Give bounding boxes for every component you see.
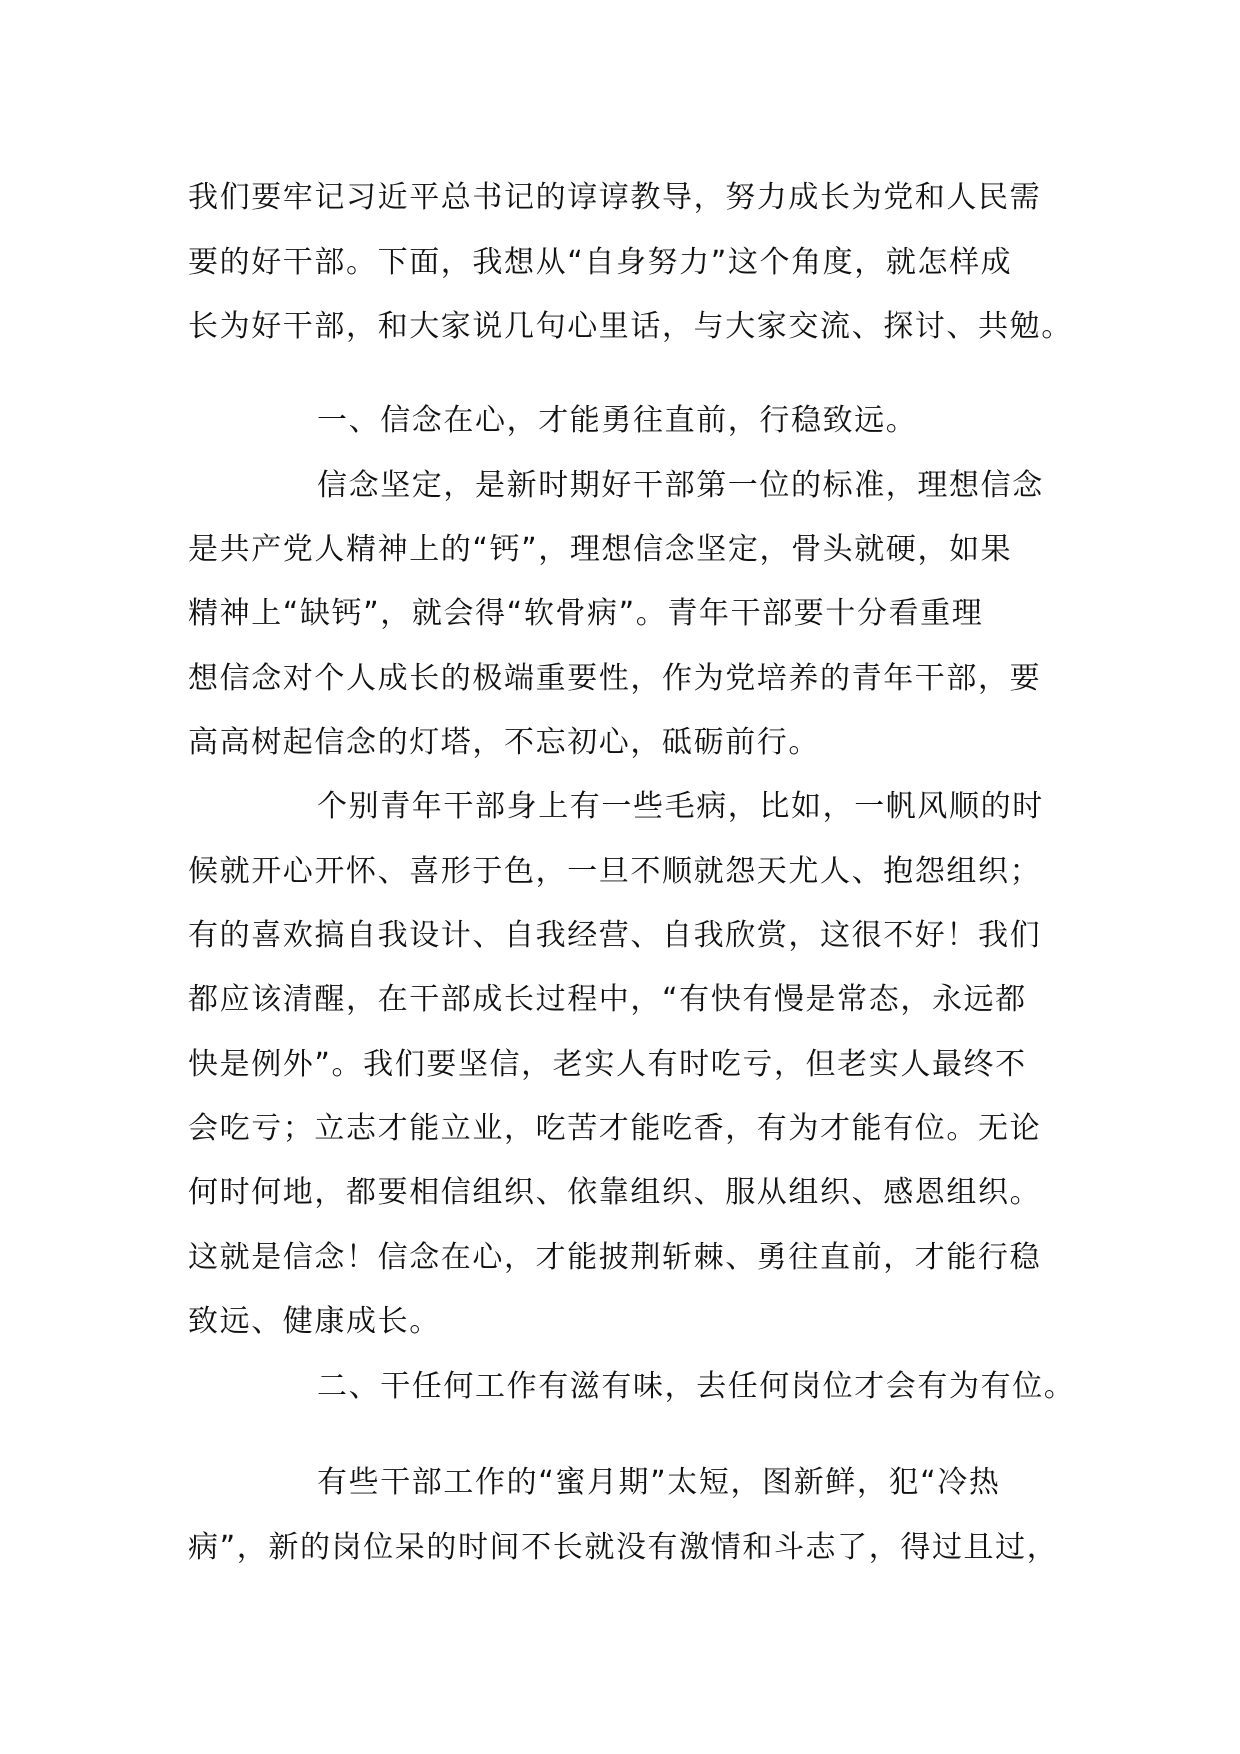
text-line: 个别青年干部身上有一些毛病，比如，一帆风顺的时 — [317, 789, 1044, 824]
text-line: 是共产党人精神上的“钙”，理想信念坚定，骨头就硬，如果 — [188, 532, 1013, 567]
text-line: 长为好干部，和大家说几句心里话，与大家交流、探讨、共勉。 — [188, 309, 1073, 344]
text-line: 想信念对个人成长的极端重要性，作为党培养的青年干部，要 — [188, 661, 1042, 696]
text-line: 要的好干部。下面，我想从“自身努力”这个角度，就怎样成 — [188, 245, 1013, 280]
section-heading-2: 二、干任何工作有滋有味，去任何岗位才会有为有位。 — [317, 1369, 1076, 1404]
text-line: 我们要牢记习近平总书记的谆谆教导，努力成长为党和人民需 — [188, 180, 1042, 215]
text-line: 有的喜欢搞自我设计、自我经营、自我欣赏，这很不好！我们 — [188, 918, 1042, 953]
text-line: 信念坚定，是新时期好干部第一位的标准，理想信念 — [317, 468, 1044, 503]
text-line: 精神上“缺钙”，就会得“软骨病”。青年干部要十分看重理 — [188, 596, 984, 631]
text-line: 都应该清醒，在干部成长过程中，“有快有慢是常态，永远都 — [188, 982, 1027, 1017]
text-line: 高高树起信念的灯塔，不忘初心，砥砺前行。 — [188, 725, 820, 760]
text-line: 致远、健康成长。 — [188, 1304, 441, 1339]
text-line: 病”，新的岗位呆的时间不长就没有激情和斗志了，得过且过， — [188, 1530, 1059, 1565]
text-line: 何时何地，都要相信组织、依靠组织、服从组织、感恩组织。 — [188, 1175, 1042, 1210]
text-line: 候就开心开怀、喜形于色，一旦不顺就怨天尤人、抱怨组织； — [188, 854, 1042, 889]
text-line: 快是例外”。我们要坚信，老实人有时吃亏，但老实人最终不 — [188, 1047, 1027, 1082]
text-line: 这就是信念！信念在心，才能披荆斩棘、勇往直前，才能行稳 — [188, 1240, 1042, 1275]
text-line: 会吃亏；立志才能立业，吃苦才能吃香，有为才能有位。无论 — [188, 1111, 1042, 1146]
section-heading-1: 一、信念在心，才能勇往直前，行稳致远。 — [317, 403, 918, 438]
text-line: 有些干部工作的“蜜月期”太短，图新鲜，犯“冷热 — [317, 1465, 1001, 1500]
